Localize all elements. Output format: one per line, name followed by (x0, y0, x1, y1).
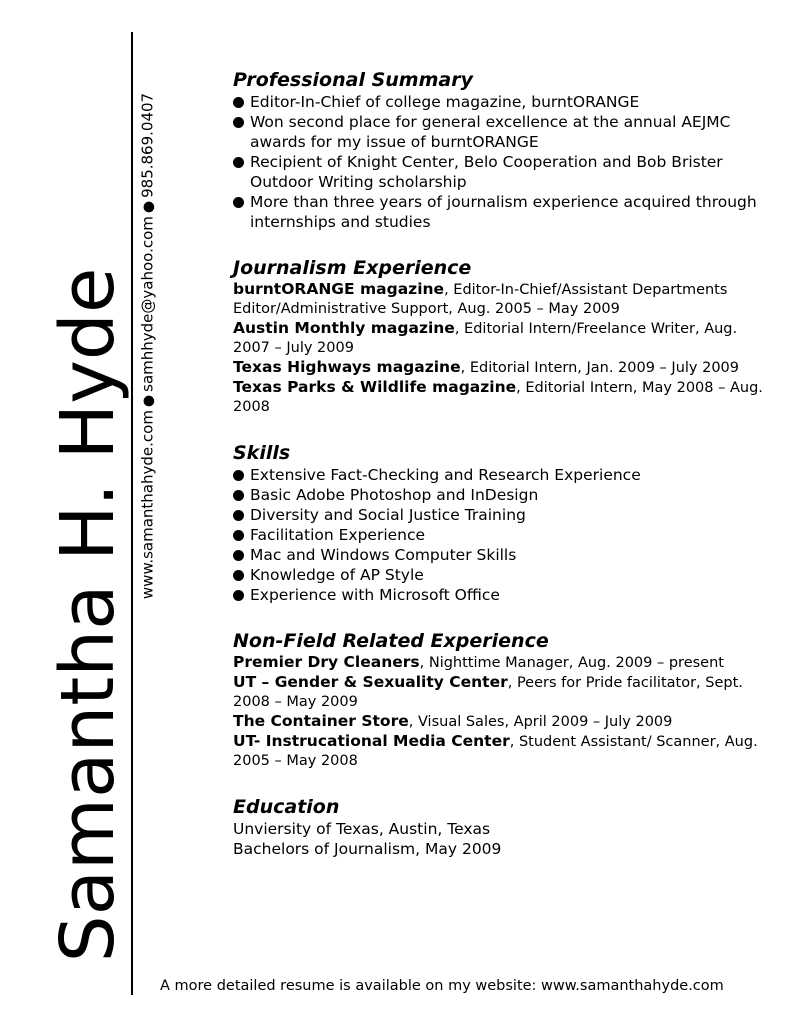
experience-entry (233, 732, 778, 771)
list-item (233, 465, 778, 485)
list-item-text: Recipient of Knight Center, Belo Cooperation and Bob Brister Outdoor Writing scholarship (250, 153, 723, 191)
bullet-icon (233, 117, 244, 128)
bullet-icon (233, 530, 244, 541)
list-item-text: Knowledge of AP Style (250, 566, 424, 584)
education-degree: Bachelors of Journalism, May 2009 (233, 840, 502, 858)
education-section (233, 795, 778, 859)
organization-name: burntORANGE magazine (233, 280, 445, 298)
list-item-text: Won second place for general excellence at the annual AEJMC awards for my issue of burntORANGE (250, 113, 731, 151)
email-link[interactable]: samhhyde@yahoo.com (138, 216, 157, 392)
list-item (233, 112, 778, 152)
resume-body (233, 68, 778, 859)
entry-detail: , Editor-In-Chief/Assistant Departments Editor/Administrative Support, Aug. 2005 – May 2009 (233, 282, 728, 317)
list-item (233, 525, 778, 545)
skills-section (233, 441, 778, 605)
bullet-icon (233, 470, 244, 481)
bullet-icon (233, 550, 244, 561)
experience-entry (233, 653, 778, 673)
list-item-text: Experience with Microsoft Office (250, 586, 500, 604)
entry-detail: , Nighttime Manager, Aug. 2009 – present (419, 655, 724, 671)
bullet-icon (233, 157, 244, 168)
list-item-text: Extensive Fact-Checking and Research Experience (250, 466, 641, 484)
skills-list (233, 465, 778, 605)
list-item-text: Editor-In-Chief of college magazine, burntORANGE (250, 93, 640, 111)
list-item (233, 585, 778, 605)
organization-name: Texas Highways magazine (233, 358, 461, 376)
footer-note: A more detailed resume is available on my website: www.samanthahyde.com (160, 978, 724, 994)
list-item (233, 505, 778, 525)
professional-summary-section (233, 68, 778, 232)
journalism-experience-section (233, 256, 778, 417)
bullet-icon (233, 510, 244, 521)
candidate-name: Samantha H. Hyde (45, 267, 131, 963)
list-item-text: Facilitation Experience (250, 526, 426, 544)
entry-detail: , Editorial Intern/Freelance Writer, Aug. 2007 – July 2009 (233, 321, 738, 356)
organization-name: UT – Gender & Sexuality Center (233, 673, 508, 691)
bullet-icon (233, 197, 244, 208)
list-item (233, 192, 778, 232)
section-heading: Skills (233, 442, 291, 464)
list-item-text: Mac and Windows Computer Skills (250, 546, 517, 564)
entry-detail: , Editorial Intern, Jan. 2009 – July 2009 (460, 360, 740, 376)
organization-name: Premier Dry Cleaners (233, 653, 420, 671)
vertical-divider (131, 32, 133, 995)
experience-entry (233, 280, 778, 319)
bullet-icon (233, 97, 244, 108)
summary-list (233, 92, 778, 232)
list-item (233, 565, 778, 585)
section-heading: Journalism Experience (233, 257, 472, 279)
organization-name: The Container Store (233, 712, 409, 730)
entry-detail: , Visual Sales, April 2009 – July 2009 (408, 714, 673, 730)
bullet-icon (233, 570, 244, 581)
list-item-text: Basic Adobe Photoshop and InDesign (250, 486, 539, 504)
non-field-experience-section (233, 629, 778, 771)
bullet-icon (233, 490, 244, 501)
list-item (233, 92, 778, 112)
section-heading: Non-Field Related Experience (233, 630, 549, 652)
entry-detail: , Editorial Intern, May 2008 – Aug. 2008 (233, 380, 763, 415)
section-heading: Professional Summary (233, 69, 473, 91)
phone-number: 985.869.0407 (138, 92, 157, 198)
list-item (233, 485, 778, 505)
list-item (233, 152, 778, 192)
entry-detail: , Peers for Pride facilitator, Sept. 2008 – May 2009 (233, 675, 743, 710)
experience-entry (233, 319, 778, 358)
separator-dot: ● (140, 200, 157, 214)
contact-strip (138, 92, 157, 600)
experience-entry (233, 712, 778, 732)
list-item-text: Diversity and Social Justice Training (250, 506, 526, 524)
separator-dot: ● (140, 394, 157, 408)
entry-detail: , Student Assistant/ Scanner, Aug. 2005 – May 2008 (233, 734, 758, 769)
experience-entry (233, 673, 778, 712)
list-item (233, 545, 778, 565)
organization-name: UT- Instrucational Media Center (233, 732, 510, 750)
bullet-icon (233, 590, 244, 601)
experience-entry (233, 378, 778, 417)
education-school: Unviersity of Texas, Austin, Texas (233, 820, 491, 838)
section-heading: Education (233, 796, 340, 818)
organization-name: Austin Monthly magazine (233, 319, 455, 337)
experience-entry (233, 358, 778, 378)
website-link[interactable]: www.samanthahyde.com (138, 410, 157, 600)
organization-name: Texas Parks & Wildlife magazine (233, 378, 517, 396)
list-item-text: More than three years of journalism experience acquired through internships and studies (250, 193, 757, 231)
